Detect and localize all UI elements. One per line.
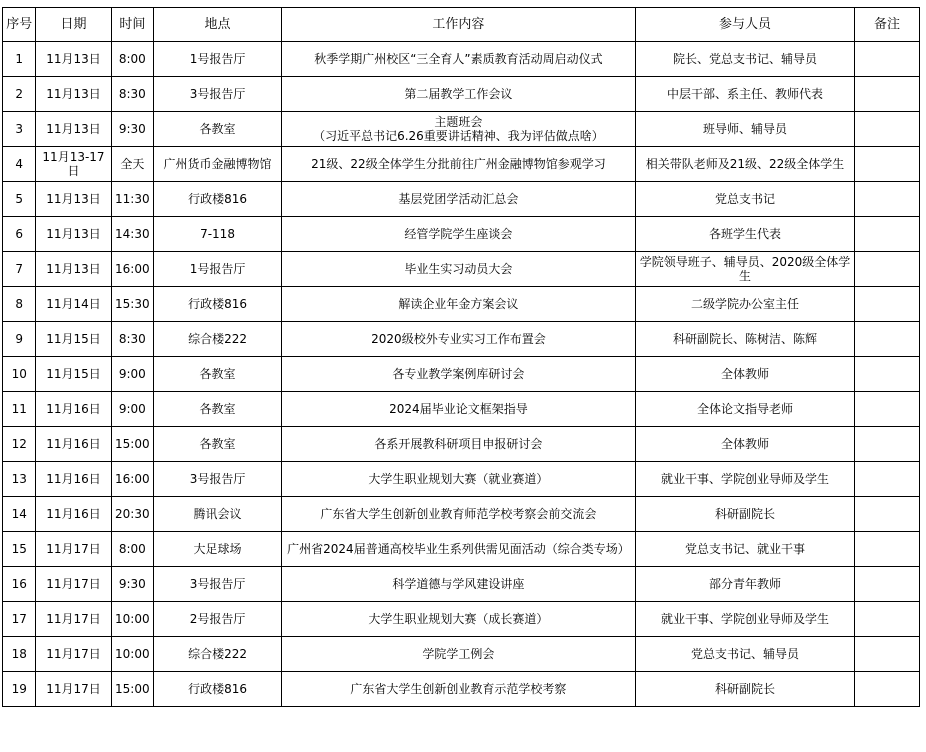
content-line: 经管学院学生座谈会: [404, 227, 513, 241]
cell-place[interactable]: 1号报告厅: [154, 42, 282, 77]
cell-time[interactable]: 16:00: [111, 252, 154, 287]
cell-place[interactable]: 各教室: [154, 357, 282, 392]
cell-people[interactable]: 党总支书记: [635, 182, 854, 217]
cell-time[interactable]: 10:00: [111, 637, 154, 672]
cell-content[interactable]: [281, 637, 635, 672]
content-line: 学院学工例会: [422, 647, 495, 661]
cell-seq[interactable]: 13: [3, 462, 36, 497]
cell-people[interactable]: 党总支书记、辅导员: [635, 637, 854, 672]
cell-content[interactable]: [281, 427, 635, 462]
header-time: 时间: [111, 8, 154, 42]
cell-date[interactable]: 11月13日: [36, 182, 111, 217]
cell-time[interactable]: 8:00: [111, 42, 154, 77]
cell-place[interactable]: 3号报告厅: [154, 567, 282, 602]
cell-people[interactable]: 全体教师: [635, 427, 854, 462]
cell-place[interactable]: 综合楼222: [154, 322, 282, 357]
cell-seq[interactable]: 17: [3, 602, 36, 637]
cell-remark[interactable]: [855, 182, 920, 217]
cell-seq[interactable]: 8: [3, 287, 36, 322]
cell-seq[interactable]: 12: [3, 427, 36, 462]
cell-people[interactable]: 各班学生代表: [635, 217, 854, 252]
cell-seq[interactable]: 16: [3, 567, 36, 602]
table-row: [3, 392, 920, 427]
cell-people[interactable]: 学院领导班子、辅导员、2020级全体学生: [635, 252, 854, 287]
content-line: 第二届教学工作会议: [404, 87, 513, 101]
cell-people[interactable]: 相关带队老师及21级、22级全体学生: [635, 147, 854, 182]
cell-date[interactable]: 11月16日: [36, 497, 111, 532]
cell-content[interactable]: [281, 42, 635, 77]
table-row: [3, 252, 920, 287]
cell-time[interactable]: 15:00: [111, 672, 154, 707]
cell-place[interactable]: 2号报告厅: [154, 602, 282, 637]
cell-remark[interactable]: [855, 217, 920, 252]
cell-place[interactable]: 各教室: [154, 427, 282, 462]
table-row: [3, 322, 920, 357]
schedule-sheet: [2, 7, 920, 707]
cell-remark[interactable]: [855, 147, 920, 182]
header-place: 地点: [154, 8, 282, 42]
cell-place[interactable]: 各教室: [154, 392, 282, 427]
table-row: [3, 112, 920, 147]
cell-content[interactable]: [281, 147, 635, 182]
cell-remark[interactable]: [855, 427, 920, 462]
table-row: [3, 182, 920, 217]
content-line: 科学道德与学风建设讲座: [392, 577, 525, 591]
cell-seq[interactable]: 18: [3, 637, 36, 672]
header-content: 工作内容: [281, 8, 635, 42]
table-body: [3, 42, 920, 707]
cell-content[interactable]: [281, 252, 635, 287]
cell-date[interactable]: 11月17日: [36, 532, 111, 567]
content-line: 广东省大学生创新创业教育示范学校考察: [350, 682, 567, 696]
cell-people[interactable]: 就业干事、学院创业导师及学生: [635, 602, 854, 637]
cell-remark[interactable]: [855, 42, 920, 77]
cell-content[interactable]: [281, 602, 635, 637]
cell-place[interactable]: 行政楼816: [154, 672, 282, 707]
cell-date[interactable]: 11月17日: [36, 672, 111, 707]
cell-people[interactable]: 科研副院长: [635, 672, 854, 707]
cell-remark[interactable]: [855, 287, 920, 322]
content-line: 2024届毕业论文框架指导: [389, 402, 528, 416]
content-line: 21级、22级全体学生分批前往广州金融博物馆参观学习: [311, 157, 606, 171]
table-row: [3, 462, 920, 497]
content-line: 2020级校外专业实习工作布置会: [371, 332, 546, 346]
cell-date[interactable]: 11月15日: [36, 322, 111, 357]
cell-seq[interactable]: 7: [3, 252, 36, 287]
cell-time[interactable]: 9:00: [111, 357, 154, 392]
cell-time[interactable]: 15:30: [111, 287, 154, 322]
table-row: [3, 567, 920, 602]
cell-date[interactable]: 11月13日: [36, 77, 111, 112]
cell-seq[interactable]: 19: [3, 672, 36, 707]
cell-date[interactable]: 11月13日: [36, 252, 111, 287]
cell-content[interactable]: [281, 77, 635, 112]
cell-remark[interactable]: [855, 357, 920, 392]
cell-content[interactable]: [281, 462, 635, 497]
cell-content[interactable]: [281, 392, 635, 427]
content-line: 大学生职业规划大赛（成长赛道）: [368, 612, 549, 626]
content-line: 各专业教学案例库研讨会: [392, 367, 525, 381]
cell-place[interactable]: 1号报告厅: [154, 252, 282, 287]
cell-people[interactable]: 二级学院办公室主任: [635, 287, 854, 322]
cell-people[interactable]: 院长、党总支书记、辅导员: [635, 42, 854, 77]
cell-seq[interactable]: 9: [3, 322, 36, 357]
cell-time[interactable]: 10:00: [111, 602, 154, 637]
cell-time[interactable]: 8:30: [111, 322, 154, 357]
cell-content[interactable]: [281, 672, 635, 707]
cell-remark[interactable]: [855, 497, 920, 532]
content-line: 解读企业年金方案会议: [398, 297, 519, 311]
cell-time[interactable]: 20:30: [111, 497, 154, 532]
cell-seq[interactable]: 2: [3, 77, 36, 112]
cell-people[interactable]: 部分青年教师: [635, 567, 854, 602]
table-row: [3, 147, 920, 182]
cell-seq[interactable]: 1: [3, 42, 36, 77]
table-row: [3, 77, 920, 112]
content-line: 毕业生实习动员大会: [404, 262, 513, 276]
cell-date[interactable]: 11月17日: [36, 602, 111, 637]
cell-content[interactable]: [281, 217, 635, 252]
content-line: 广东省大学生创新创业教育师范学校考察会前交流会: [320, 507, 597, 521]
table-row: [3, 357, 920, 392]
schedule-table: [2, 7, 920, 707]
cell-remark[interactable]: [855, 602, 920, 637]
cell-date[interactable]: 11月13日: [36, 42, 111, 77]
cell-time[interactable]: 9:30: [111, 567, 154, 602]
cell-place[interactable]: 各教室: [154, 112, 282, 147]
cell-time[interactable]: 15:00: [111, 427, 154, 462]
header-remark: 备注: [855, 8, 920, 42]
cell-remark[interactable]: [855, 392, 920, 427]
table-row: [3, 637, 920, 672]
cell-content[interactable]: [281, 567, 635, 602]
cell-time[interactable]: 14:30: [111, 217, 154, 252]
cell-content[interactable]: [281, 287, 635, 322]
content-line: 大学生职业规划大赛（就业赛道）: [368, 472, 549, 486]
cell-date[interactable]: 11月17日: [36, 567, 111, 602]
cell-remark[interactable]: [855, 77, 920, 112]
cell-seq[interactable]: 11: [3, 392, 36, 427]
cell-time[interactable]: 11:30: [111, 182, 154, 217]
cell-people[interactable]: 科研副院长: [635, 497, 854, 532]
content-line: 广州省2024届普通高校毕业生系列供需见面活动（综合类专场）: [287, 542, 630, 556]
cell-seq[interactable]: 5: [3, 182, 36, 217]
cell-seq[interactable]: 14: [3, 497, 36, 532]
cell-time[interactable]: 8:30: [111, 77, 154, 112]
cell-people[interactable]: 科研副院长、陈树洁、陈辉: [635, 322, 854, 357]
table-header: [3, 8, 920, 42]
cell-seq[interactable]: 6: [3, 217, 36, 252]
cell-time[interactable]: 16:00: [111, 462, 154, 497]
cell-remark[interactable]: [855, 637, 920, 672]
header-row: [3, 8, 920, 42]
cell-seq[interactable]: 4: [3, 147, 36, 182]
table-row: [3, 287, 920, 322]
header-date: 日期: [36, 8, 111, 42]
cell-place[interactable]: 腾讯会议: [154, 497, 282, 532]
cell-date[interactable]: 11月16日: [36, 392, 111, 427]
cell-people[interactable]: 全体论文指导老师: [635, 392, 854, 427]
table-row: [3, 602, 920, 637]
cell-date[interactable]: 11月15日: [36, 357, 111, 392]
cell-content[interactable]: [281, 322, 635, 357]
cell-time[interactable]: 9:00: [111, 392, 154, 427]
cell-date[interactable]: 11月13-17日: [36, 147, 111, 182]
table-row: [3, 497, 920, 532]
cell-remark[interactable]: [855, 252, 920, 287]
cell-remark[interactable]: [855, 532, 920, 567]
cell-time[interactable]: 全天: [111, 147, 154, 182]
cell-remark[interactable]: [855, 567, 920, 602]
content-line: 主题班会: [434, 115, 483, 129]
cell-people[interactable]: 中层干部、系主任、教师代表: [635, 77, 854, 112]
content-line: 秋季学期广州校区“三全育人”素质教育活动周启动仪式: [314, 52, 603, 66]
cell-seq[interactable]: 10: [3, 357, 36, 392]
table-row: [3, 672, 920, 707]
cell-place[interactable]: 3号报告厅: [154, 462, 282, 497]
content-line: 各系开展教科研项目申报研讨会: [374, 437, 543, 451]
cell-content[interactable]: [281, 532, 635, 567]
cell-people[interactable]: 全体教师: [635, 357, 854, 392]
cell-date[interactable]: 11月13日: [36, 217, 111, 252]
cell-date[interactable]: 11月14日: [36, 287, 111, 322]
cell-content[interactable]: [281, 112, 635, 147]
cell-place[interactable]: 行政楼816: [154, 287, 282, 322]
cell-place[interactable]: 大足球场: [154, 532, 282, 567]
cell-remark[interactable]: [855, 672, 920, 707]
table-row: [3, 427, 920, 462]
table-row: [3, 217, 920, 252]
cell-date[interactable]: 11月16日: [36, 462, 111, 497]
cell-people[interactable]: 党总支书记、就业干事: [635, 532, 854, 567]
cell-remark[interactable]: [855, 112, 920, 147]
header-people: 参与人员: [635, 8, 854, 42]
cell-people[interactable]: 就业干事、学院创业导师及学生: [635, 462, 854, 497]
cell-place[interactable]: 3号报告厅: [154, 77, 282, 112]
table-row: [3, 42, 920, 77]
cell-content[interactable]: [281, 357, 635, 392]
cell-time[interactable]: 8:00: [111, 532, 154, 567]
cell-seq[interactable]: 3: [3, 112, 36, 147]
cell-place[interactable]: 行政楼816: [154, 182, 282, 217]
cell-place[interactable]: 广州货币金融博物馆: [154, 147, 282, 182]
cell-place[interactable]: 7-118: [154, 217, 282, 252]
cell-date[interactable]: 11月16日: [36, 427, 111, 462]
cell-remark[interactable]: [855, 462, 920, 497]
cell-place[interactable]: 综合楼222: [154, 637, 282, 672]
content-line: （习近平总书记6.26重要讲话精神、我为评估做点啥）: [313, 129, 604, 143]
cell-date[interactable]: 11月13日: [36, 112, 111, 147]
cell-time[interactable]: 9:30: [111, 112, 154, 147]
cell-people[interactable]: 班导师、辅导员: [635, 112, 854, 147]
table-row: [3, 532, 920, 567]
cell-remark[interactable]: [855, 322, 920, 357]
cell-content[interactable]: [281, 182, 635, 217]
content-line: 基层党团学活动汇总会: [398, 192, 519, 206]
cell-date[interactable]: 11月17日: [36, 637, 111, 672]
cell-content[interactable]: [281, 497, 635, 532]
cell-seq[interactable]: 15: [3, 532, 36, 567]
header-seq: 序号: [3, 8, 36, 42]
